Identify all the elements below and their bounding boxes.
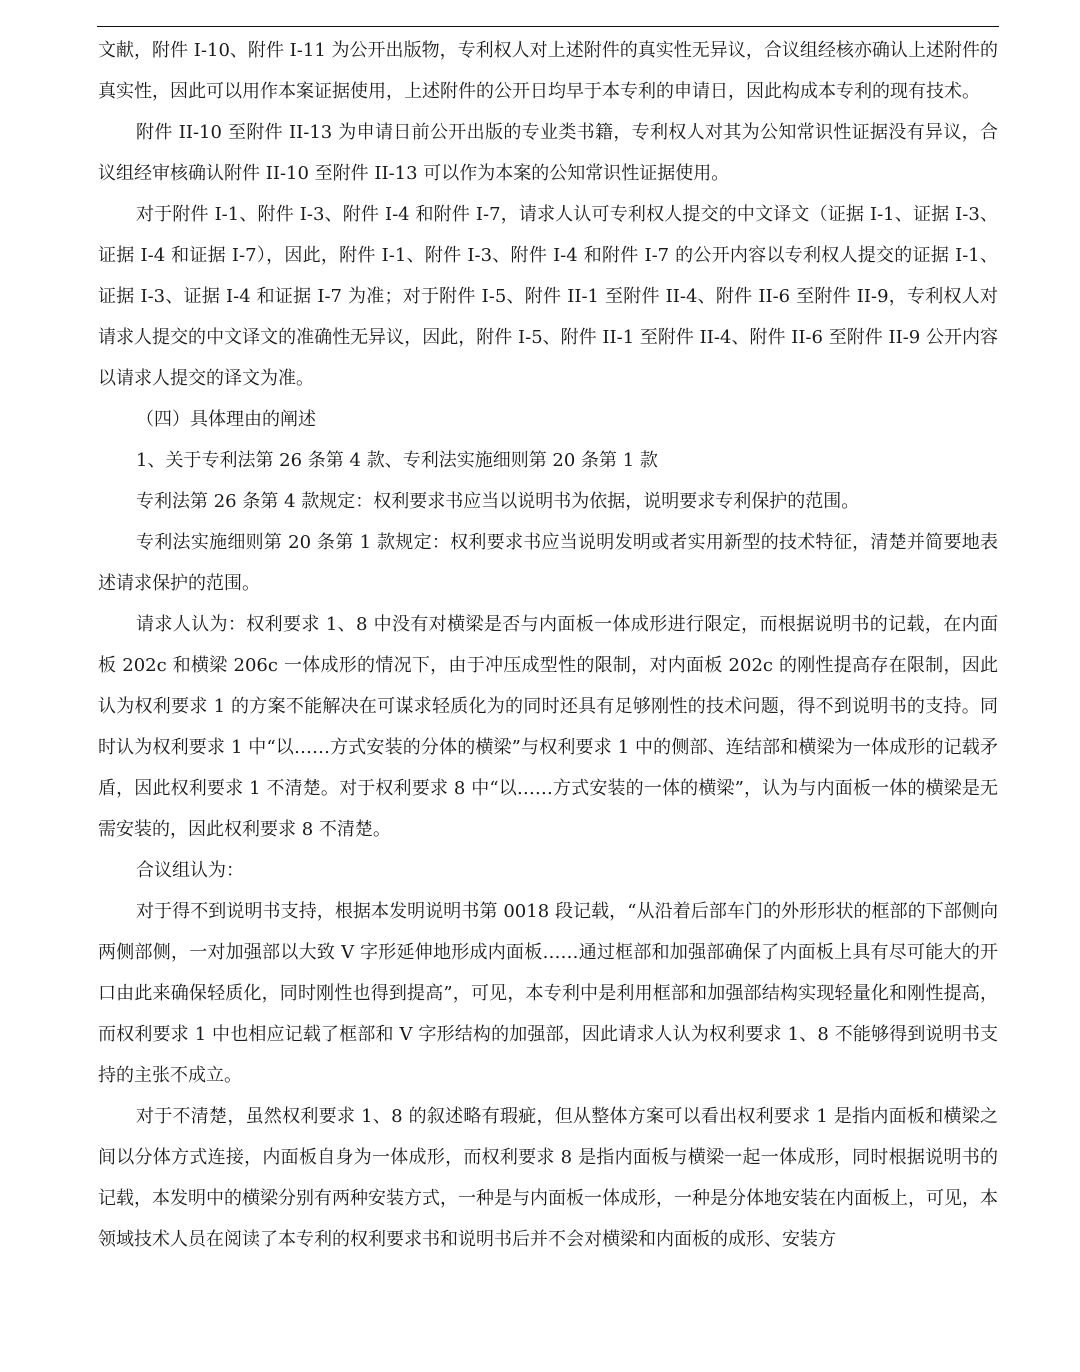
paragraph-rule-article: 专利法实施细则第 20 条第 1 款规定：权利要求书应当说明发明或者实用新型的技术特征，清楚并简要地表述请求保护的范围。 (98, 532, 998, 594)
paragraph-clarity-analysis: 对于不清楚，虽然权利要求 1、8 的叙述略有瑕疵，但从整体方案可以看出权利要求 1 是指内面板和横梁之间以分体方式连接，内面板自身为一体成形，而权利要求 8 是指内面板与横梁一起一体成形，同时根据说明书的记载，本发明中的横梁分别有两种安装方式，一种是与内面板一体成形，一种是分体地安装在内面板上，可见，本领域技术人员在阅读了本专利的权利要求书和说明书后并不会对横梁和内面板的成形、安装方 (98, 1106, 998, 1250)
section-heading: （四）具体理由的阐述 (136, 409, 316, 430)
paragraph-support-analysis: 对于得不到说明书支持，根据本发明说明书第 0018 段记载，“从沿着后部车门的外形形状的框部的下部侧向两侧部侧，一对加强部以大致 V 字形延伸地形成内面板……通过框部和加强部确保了内面板上具有尽可能大的开口由此来确保轻质化，同时刚性也得到提高”，可见，本专利中是利用框部和加强部结构实现轻量化和刚性提高，而权利要求 1 中也相应记载了框部和 V 字形结构的加强部，因此请求人认为权利要求 1、8 不能够得到说明书支持的主张不成立。 (98, 901, 998, 1086)
header-rule (97, 26, 999, 27)
paragraph-translations: 对于附件 I-1、附件 I-3、附件 I-4 和附件 I-7，请求人认可专利权人提交的中文译文（证据 I-1、证据 I-3、证据 I-4 和证据 I-7），因此，附件 I-1、附件 I-3、附件 I-4 和附件 I-7 的公开内容以专利权人提交的证据 I-1、证据 I-3、证据 I-4 和证据 I-7 为准；对于附件 I-5、附件 II-1 至附件 II-4、附件 II-6 至附件 II-9，专利权人对请求人提交的中文译文的准确性无异议，因此，附件 I-5、附件 II-1 至附件 II-4、附件 II-6 至附件 II-9 公开内容以请求人提交的译文为准。 (98, 204, 998, 389)
paragraph-law-article: 专利法第 26 条第 4 款规定：权利要求书应当以说明书为依据，说明要求专利保护的范围。 (136, 491, 860, 512)
paragraph-panel-opinion: 合议组认为： (136, 860, 244, 881)
paragraph-petitioner-view: 请求人认为：权利要求 1、8 中没有对横梁是否与内面板一体成形进行限定，而根据说明书的记载，在内面板 202c 和横梁 206c 一体成形的情况下，由于冲压成型性的限制，对内面板 202c 的刚性提高存在限制，因此认为权利要求 1 的方案不能解决在可谋求轻质化为的同时还具有足够刚性的技术问题，得不到说明书的支持。同时认为权利要求 1 中“以……方式安装的分体的横梁”与权利要求 1 中的侧部、连结部和横梁为一体成形的记载矛盾，因此权利要求 1 不清楚。对于权利要求 8 中“以……方式安装的一体的横梁”，认为与内面板一体的横梁是无需安装的，因此权利要求 8 不清楚。 (98, 614, 998, 840)
subsection-heading: 1、关于专利法第 26 条第 4 款、专利法实施细则第 20 条第 1 款 (136, 450, 658, 471)
document-body (98, 30, 998, 1260)
paragraph-evidence-books: 附件 II-10 至附件 II-13 为申请日前公开出版的专业类书籍，专利权人对其为公知常识性证据没有异议，合议组经审核确认附件 II-10 至附件 II-13 可以作为本案的公知常识性证据使用。 (98, 122, 998, 184)
paragraph-continuation: 文献，附件 I-10、附件 I-11 为公开出版物，专利权人对上述附件的真实性无异议，合议组经核亦确认上述附件的真实性，因此可以用作本案证据使用，上述附件的公开日均早于本专利的申请日，因此构成本专利的现有技术。 (98, 40, 998, 102)
